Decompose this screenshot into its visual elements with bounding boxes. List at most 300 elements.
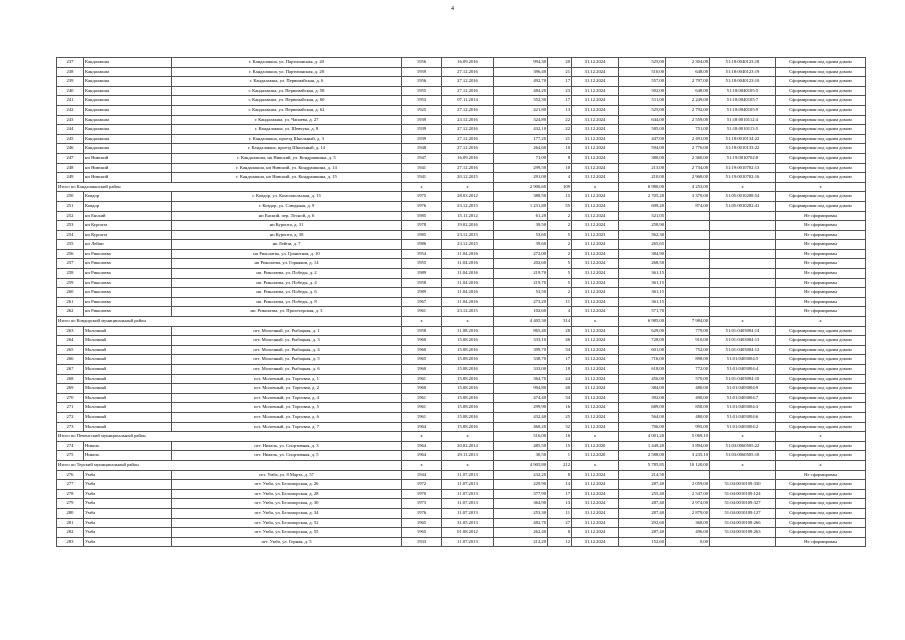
area: 177,20 bbox=[494, 134, 548, 144]
table-row bbox=[57, 288, 866, 298]
table-row bbox=[57, 374, 866, 384]
row-number: 264 bbox=[57, 336, 84, 346]
cost-value: 644,00 bbox=[619, 115, 666, 125]
year-built: 1961 bbox=[402, 412, 442, 422]
deadline: 31.12.2024 bbox=[572, 480, 619, 490]
date: 11.04.2016 bbox=[442, 297, 494, 307]
deadline: 31.12.2024 bbox=[572, 528, 619, 538]
table-row bbox=[57, 125, 866, 135]
year-built: 1989 bbox=[402, 269, 442, 279]
cadastral-value: 874,00 bbox=[666, 201, 710, 211]
area: 865,40 bbox=[494, 326, 548, 336]
settlement: нп Лейпи bbox=[84, 240, 172, 250]
cadastral-number: 51:04:0010109:330 bbox=[710, 480, 776, 490]
address: пгт. Умба, ул. Горная, д. 5 bbox=[172, 537, 402, 547]
land-status: Сформирован под одним домом bbox=[776, 518, 866, 528]
row-number: 274 bbox=[57, 441, 84, 451]
cadastral-value: 2 249,00 bbox=[666, 96, 710, 106]
date: 11.07.2013 bbox=[442, 489, 494, 499]
cadastral-number: 51:18:0010112:4 bbox=[710, 115, 776, 125]
table-row bbox=[57, 96, 866, 106]
residents: 46 bbox=[548, 336, 572, 346]
date: 15.08.2016 bbox=[442, 345, 494, 355]
land-status: Не сформирован bbox=[776, 269, 866, 279]
residents: 5 bbox=[548, 230, 572, 240]
table-row bbox=[57, 470, 866, 480]
table-row bbox=[57, 528, 866, 538]
cost-value: 384,00 bbox=[619, 384, 666, 394]
cadastral-number: 51:04:0010108:266 bbox=[710, 518, 776, 528]
address: нп. Риколатва, ул. Пролетарская, д. 3 bbox=[172, 307, 402, 317]
cost-value: 287,40 bbox=[619, 499, 666, 509]
date: 11.04.2016 bbox=[442, 269, 494, 279]
land-status: Сформирован под одним домом bbox=[776, 365, 866, 375]
land-status: Сформирован под одним домом bbox=[776, 201, 866, 211]
date: 11.04.2016 bbox=[442, 249, 494, 259]
cost-value: 601,00 bbox=[619, 345, 666, 355]
deadline: 31.12.2024 bbox=[572, 259, 619, 269]
year-built: 1961 bbox=[402, 403, 442, 413]
date: 15.08.2016 bbox=[442, 336, 494, 346]
subtotal-cell: х bbox=[442, 317, 494, 327]
area: 232,20 bbox=[494, 470, 548, 480]
date: 29.11.2013 bbox=[442, 451, 494, 461]
table-row bbox=[57, 403, 866, 413]
residents: 14 bbox=[548, 480, 572, 490]
date: 28.03.2012 bbox=[442, 192, 494, 202]
land-status: Сформирован под одним домом bbox=[776, 384, 866, 394]
cadastral-value: 480,00 bbox=[666, 384, 710, 394]
cadastral-value: 490,00 bbox=[666, 393, 710, 403]
row-number: 237 bbox=[57, 58, 84, 68]
year-built: 1978 bbox=[402, 221, 442, 231]
row-number: 252 bbox=[57, 211, 84, 221]
land-status: Сформирован под одним домом bbox=[776, 489, 866, 499]
subtotal-row bbox=[57, 317, 866, 327]
address: г. Кандалакша, ул. Партизанская, д. 20 bbox=[172, 58, 402, 68]
cadastral-number: 51:01:0403004:12 bbox=[710, 345, 776, 355]
cadastral-number: 51:03:0060505:18 bbox=[710, 451, 776, 461]
date: 23.12.2015 bbox=[442, 240, 494, 250]
land-status: Сформирован под одним домом bbox=[776, 115, 866, 125]
cost-value: 268,50 bbox=[619, 259, 666, 269]
cadastral-value: 898,00 bbox=[666, 355, 710, 365]
cadastral-value: 570,00 bbox=[666, 374, 710, 384]
area: 377,90 bbox=[494, 489, 548, 499]
cadastral-number bbox=[710, 230, 776, 240]
address: пгт. Молочный, ул. Торговая, д. 5 bbox=[172, 403, 402, 413]
cost-value: 525,00 bbox=[619, 58, 666, 68]
date: 11.04.2016 bbox=[442, 278, 494, 288]
residents: 11 bbox=[548, 508, 572, 518]
subtotal-label: Итого по Печенгский муниципальный район bbox=[57, 432, 402, 442]
cadastral-number: 51:04:0010109:327 bbox=[710, 499, 776, 509]
subtotal-cell: х bbox=[710, 460, 776, 470]
table-row bbox=[57, 230, 866, 240]
cadastral-value: 910,00 bbox=[666, 336, 710, 346]
address: нп. Риколатва, ул. Победы, д. 2 bbox=[172, 269, 402, 279]
land-status: Не сформирован bbox=[776, 537, 866, 547]
cadastral-number bbox=[710, 470, 776, 480]
row-number: 253 bbox=[57, 221, 84, 231]
cadastral-number: 51:01:0403004:9 bbox=[710, 384, 776, 394]
cadastral-value: 2 734,00 bbox=[666, 163, 710, 173]
address: г. Кандалакша, проезд Школьный, д. 3 bbox=[172, 134, 402, 144]
land-status: Сформирован под одним домом bbox=[776, 163, 866, 173]
cadastral-value: 2 559,00 bbox=[666, 115, 710, 125]
settlement: Молочный bbox=[84, 326, 172, 336]
cadastral-value: 2 776,00 bbox=[666, 144, 710, 154]
year-built: 1975 bbox=[402, 192, 442, 202]
row-number: 251 bbox=[57, 201, 84, 211]
settlement: Кандалакша bbox=[84, 77, 172, 87]
subtotal-cell: 5 069,10 bbox=[666, 432, 710, 442]
cadastral-number: 51:05:0010202:41 bbox=[710, 201, 776, 211]
land-status: Сформирован под одним домом bbox=[776, 134, 866, 144]
cadastral-value: 2 879,00 bbox=[666, 508, 710, 518]
row-number: 282 bbox=[57, 528, 84, 538]
subtotal-cell: х bbox=[572, 460, 619, 470]
row-number: 246 bbox=[57, 144, 84, 154]
address: нп Куропта, д. 38 bbox=[172, 230, 402, 240]
land-status: Сформирован под одним домом bbox=[776, 355, 866, 365]
address: г. Кандалакша, ул. Партизанская, д. 28 bbox=[172, 67, 402, 77]
cadastral-value: 2 547,00 bbox=[666, 489, 710, 499]
cadastral-value: 648,00 bbox=[666, 67, 710, 77]
year-built: 1960 bbox=[402, 365, 442, 375]
settlement: Умба bbox=[84, 480, 172, 490]
residents: 13 bbox=[548, 499, 572, 509]
area: 291,00 bbox=[494, 173, 548, 183]
land-status: Сформирован под одним домом bbox=[776, 58, 866, 68]
deadline: 31.12.2024 bbox=[572, 249, 619, 259]
cadastral-value: 496,00 bbox=[666, 528, 710, 538]
address: пгт. Молочный, ул. Торговая, д. 6 bbox=[172, 412, 402, 422]
area: 399,70 bbox=[494, 345, 548, 355]
deadline: 31.12.2024 bbox=[572, 518, 619, 528]
cost-value: 361,15 bbox=[619, 297, 666, 307]
row-number: 260 bbox=[57, 288, 84, 298]
address: г. Ковдор, ул. Слюдяная, д. 9 bbox=[172, 201, 402, 211]
land-status: Сформирован под одним домом bbox=[776, 374, 866, 384]
date: 27.12.2016 bbox=[442, 125, 494, 135]
deadline: 31.12.2024 bbox=[572, 412, 619, 422]
date: 16.09.2016 bbox=[442, 153, 494, 163]
cadastral-value: 3 379,00 bbox=[666, 192, 710, 202]
date: 11.07.2013 bbox=[442, 508, 494, 518]
cadastral-number: 51:18:0040105:9 bbox=[710, 105, 776, 115]
land-status: Сформирован под одним домом bbox=[776, 192, 866, 202]
cadastral-number: 51:01:0403004:2 bbox=[710, 422, 776, 432]
deadline: 31.12.2024 bbox=[572, 326, 619, 336]
table-row bbox=[57, 86, 866, 96]
cadastral-value: 858,00 bbox=[666, 403, 710, 413]
cadastral-value bbox=[666, 307, 710, 317]
area: 388,50 bbox=[494, 192, 548, 202]
year-built: 1989 bbox=[402, 288, 442, 298]
cost-value: 361,15 bbox=[619, 269, 666, 279]
area: 61,20 bbox=[494, 211, 548, 221]
settlement: Умба bbox=[84, 528, 172, 538]
residents: 27 bbox=[548, 518, 572, 528]
date: 15.08.2016 bbox=[442, 412, 494, 422]
land-status: Не сформирован bbox=[776, 470, 866, 480]
settlement: Кандалакша bbox=[84, 134, 172, 144]
cadastral-number: 51:18:0040105:5 bbox=[710, 86, 776, 96]
table-row bbox=[57, 518, 866, 528]
table-row bbox=[57, 326, 866, 336]
cadastral-value: 2 968,00 bbox=[666, 173, 710, 183]
row-number: 270 bbox=[57, 393, 84, 403]
residents: 10 bbox=[548, 163, 572, 173]
area: 30,50 bbox=[494, 451, 548, 461]
cadastral-number: 51:18:0040123:18 bbox=[710, 58, 776, 68]
row-number: 239 bbox=[57, 77, 84, 87]
table-row bbox=[57, 221, 866, 231]
date: 11.07.2013 bbox=[442, 480, 494, 490]
cost-value: 1 449,20 bbox=[619, 441, 666, 451]
subtotal-cell: х bbox=[402, 460, 442, 470]
cadastral-number bbox=[710, 259, 776, 269]
cadastral-number: 51:04:0010109:127 bbox=[710, 508, 776, 518]
cadastral-number: 51:18:0040105:7 bbox=[710, 96, 776, 106]
date: 23.12.2015 bbox=[442, 230, 494, 240]
row-number: 281 bbox=[57, 518, 84, 528]
date: 23.12.2016 bbox=[442, 115, 494, 125]
area: 299,90 bbox=[494, 403, 548, 413]
year-built: 1960 bbox=[402, 336, 442, 346]
settlement: Кандалакша bbox=[84, 144, 172, 154]
cadastral-number: 51:04:0010108:263 bbox=[710, 528, 776, 538]
table-row bbox=[57, 441, 866, 451]
row-number: 263 bbox=[57, 326, 84, 336]
year-built: 1965 bbox=[402, 518, 442, 528]
deadline: 31.12.2024 bbox=[572, 125, 619, 135]
residents: 17 bbox=[548, 77, 572, 87]
cost-value: 557,00 bbox=[619, 77, 666, 87]
year-built: 1961 bbox=[402, 393, 442, 403]
subtotal-cell: 6 985,00 bbox=[619, 317, 666, 327]
address: пгт. Молочный, ул. Торговая, д. 2 bbox=[172, 384, 402, 394]
year-built: 1985 bbox=[402, 211, 442, 221]
area: 219,70 bbox=[494, 269, 548, 279]
land-status: Сформирован под одним домом bbox=[776, 67, 866, 77]
year-built: 1985 bbox=[402, 230, 442, 240]
cadastral-number bbox=[710, 249, 776, 259]
table-row bbox=[57, 240, 866, 250]
residents: 13 bbox=[548, 105, 572, 115]
deadline: 31.12.2024 bbox=[572, 240, 619, 250]
cost-value: 210,00 bbox=[619, 173, 666, 183]
deadline: 31.12.2024 bbox=[572, 269, 619, 279]
cadastral-value: 2 974,00 bbox=[666, 499, 710, 509]
residents: 8 bbox=[548, 528, 572, 538]
subtotal-row bbox=[57, 432, 866, 442]
deadline: 31.12.2024 bbox=[572, 201, 619, 211]
cost-value: 521,05 bbox=[619, 211, 666, 221]
date: 16.09.2016 bbox=[442, 58, 494, 68]
cadastral-number: 51:03:0060505:22 bbox=[710, 441, 776, 451]
area: 229,90 bbox=[494, 480, 548, 490]
table-row bbox=[57, 269, 866, 279]
year-built: 1955 bbox=[402, 86, 442, 96]
table-row bbox=[57, 259, 866, 269]
deadline: 31.12.2024 bbox=[572, 288, 619, 298]
cost-value: 287,40 bbox=[619, 508, 666, 518]
residents: 22 bbox=[548, 115, 572, 125]
deadline: 31.12.2024 bbox=[572, 365, 619, 375]
cadastral-value: 779,00 bbox=[666, 326, 710, 336]
table-row bbox=[57, 211, 866, 221]
area: 202,60 bbox=[494, 259, 548, 269]
row-number: 283 bbox=[57, 537, 84, 547]
row-number: 280 bbox=[57, 508, 84, 518]
cadastral-number: 51:01:0403004:5 bbox=[710, 355, 776, 365]
cadastral-number bbox=[710, 288, 776, 298]
date: 11.07.2013 bbox=[442, 470, 494, 480]
cost-value: 525,00 bbox=[619, 105, 666, 115]
cost-value: 255,40 bbox=[619, 489, 666, 499]
cost-value: 502,00 bbox=[619, 86, 666, 96]
cost-value: 447,00 bbox=[619, 134, 666, 144]
address: пгт. Никель, ул. Спортивная, д. 3 bbox=[172, 441, 402, 451]
date: 15.08.2016 bbox=[442, 365, 494, 375]
residents: 17 bbox=[548, 489, 572, 499]
address: нп Куропта, д. 31 bbox=[172, 221, 402, 231]
area: 212,20 bbox=[494, 537, 548, 547]
cadastral-value: 751,00 bbox=[666, 125, 710, 135]
table-row bbox=[57, 412, 866, 422]
residents: 18 bbox=[548, 365, 572, 375]
row-number: 240 bbox=[57, 86, 84, 96]
cadastral-value bbox=[666, 211, 710, 221]
address: пгт. Молочный, ул. Торговая, д. 4 bbox=[172, 393, 402, 403]
row-number: 258 bbox=[57, 269, 84, 279]
area: 333,10 bbox=[494, 336, 548, 346]
date: 15.08.2016 bbox=[442, 393, 494, 403]
row-number: 244 bbox=[57, 125, 84, 135]
deadline: 31.12.2024 bbox=[572, 58, 619, 68]
area: 262,40 bbox=[494, 528, 548, 538]
land-status: Сформирован под одним домом bbox=[776, 326, 866, 336]
cadastral-number: 51:01:0403004:10 bbox=[710, 374, 776, 384]
date: 15.08.2016 bbox=[442, 403, 494, 413]
table-row bbox=[57, 508, 866, 518]
area: 994,30 bbox=[494, 58, 548, 68]
cost-value: 152,60 bbox=[619, 537, 666, 547]
settlement: Молочный bbox=[84, 422, 172, 432]
year-built: 1986 bbox=[402, 240, 442, 250]
subtotal-cell: 4 905,80 bbox=[494, 460, 548, 470]
residents: 5 bbox=[548, 269, 572, 279]
settlement: Кандалакша bbox=[84, 125, 172, 135]
residents: 34 bbox=[548, 345, 572, 355]
settlement: Кандалакша bbox=[84, 105, 172, 115]
residents: 34 bbox=[548, 393, 572, 403]
area: 273,20 bbox=[494, 297, 548, 307]
cost-value: 594,00 bbox=[619, 144, 666, 154]
cadastral-number: 51:05:0010208:54 bbox=[710, 192, 776, 202]
table-row bbox=[57, 192, 866, 202]
date: 15.08.2016 bbox=[442, 422, 494, 432]
subtotal-cell: х bbox=[710, 182, 776, 192]
row-number: 275 bbox=[57, 451, 84, 461]
date: 01.08.2012 bbox=[442, 528, 494, 538]
land-status: Не сформирован bbox=[776, 307, 866, 317]
cadastral-value: 480,00 bbox=[666, 412, 710, 422]
deadline: 31.12.2024 bbox=[572, 221, 619, 231]
year-built: 1965 bbox=[402, 355, 442, 365]
subtotal-cell: х bbox=[442, 460, 494, 470]
settlement: Кандалакша bbox=[84, 58, 172, 68]
cadastral-value: 772,00 bbox=[666, 365, 710, 375]
area: 421,80 bbox=[494, 105, 548, 115]
year-built: 1964 bbox=[402, 451, 442, 461]
settlement: Молочный bbox=[84, 403, 172, 413]
cost-value: 585,00 bbox=[619, 125, 666, 135]
table-row bbox=[57, 297, 866, 307]
cost-value: 214,50 bbox=[619, 470, 666, 480]
cadastral-number: 51:18:0010134:22 bbox=[710, 134, 776, 144]
settlement: Умба bbox=[84, 470, 172, 480]
deadline: 31.12.2024 bbox=[572, 403, 619, 413]
residents: 40 bbox=[548, 384, 572, 394]
deadline: 31.12.2020 bbox=[572, 441, 619, 451]
settlement: нп Риколатва bbox=[84, 297, 172, 307]
cadastral-number bbox=[710, 307, 776, 317]
year-built: 1925 bbox=[402, 105, 442, 115]
date: 11.04.2016 bbox=[442, 288, 494, 298]
table-row bbox=[57, 345, 866, 355]
land-status: Сформирован под одним домом bbox=[776, 96, 866, 106]
cost-value: 287,40 bbox=[619, 528, 666, 538]
land-status: Сформирован под одним домом bbox=[776, 105, 866, 115]
cadastral-number: 51:01:0403004:3 bbox=[710, 403, 776, 413]
land-status: Сформирован под одним домом bbox=[776, 528, 866, 538]
row-number: 272 bbox=[57, 412, 84, 422]
area: 396,40 bbox=[494, 67, 548, 77]
table-row bbox=[57, 201, 866, 211]
residents: 15 bbox=[548, 441, 572, 451]
land-status: Сформирован под одним домом bbox=[776, 480, 866, 490]
row-number: 273 bbox=[57, 422, 84, 432]
address: пгт. Молочный, ул. Торговая, д. 1 bbox=[172, 374, 402, 384]
page-number: 4 bbox=[451, 6, 454, 12]
address: г. Ковдор, ул. Комсомольская, д. 13 bbox=[172, 192, 402, 202]
area: 272,00 bbox=[494, 249, 548, 259]
cadastral-number: 51:18:0010113:5 bbox=[710, 125, 776, 135]
cadastral-value: 0,00 bbox=[666, 537, 710, 547]
subtotal-cell: 7 984,00 bbox=[666, 317, 710, 327]
year-built: 1964 bbox=[402, 422, 442, 432]
area: 994,80 bbox=[494, 384, 548, 394]
settlement: нп Енский bbox=[84, 211, 172, 221]
area: 432,10 bbox=[494, 125, 548, 135]
row-number: 265 bbox=[57, 345, 84, 355]
row-number: 243 bbox=[57, 115, 84, 125]
subtotal-cell: х bbox=[442, 432, 494, 442]
address: г. Кандалакша, нп Нивский, ул. Кондрашкина, д. 15 bbox=[172, 173, 402, 183]
row-number: 262 bbox=[57, 307, 84, 317]
address: нп Риколатва, ул. Горняков, д. 14 bbox=[172, 259, 402, 269]
year-built: 1939 bbox=[402, 115, 442, 125]
cost-value: 361,15 bbox=[619, 288, 666, 298]
deadline: 31.12.2024 bbox=[572, 393, 619, 403]
cost-value: 2 705,20 bbox=[619, 192, 666, 202]
subtotal-cell: х bbox=[572, 432, 619, 442]
cadastral-value bbox=[666, 288, 710, 298]
settlement: Кандалакша bbox=[84, 86, 172, 96]
